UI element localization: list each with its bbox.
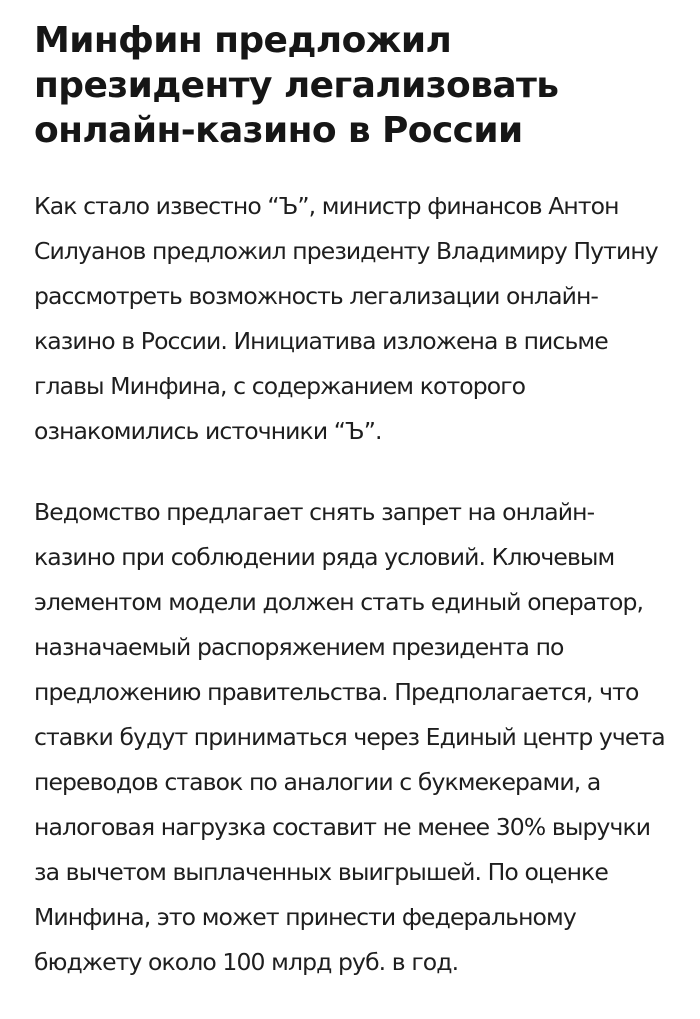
article-paragraph-1: Как стало известно “Ъ”, министр финансов Антон Силуанов предложил президенту Владимиру Путину рассмотреть возможность легализации онлайн-казино в России. Инициатива изложена в письме главы Минфина, с содержанием которого ознакомились источники “Ъ”. [34,192,658,445]
article-paragraph-2: Ведомство предлагает снять запрет на онлайн-казино при соблюдении ряда условий. Ключевым элементом модели должен стать единый оператор, назначаемый распоряжением президента по предложению правительства. Предполагается, что ставки будут приниматься через Единый центр учета переводов ставок по аналогии с букмекерами, а налоговая нагрузка составит не менее 30% выручки за вычетом выплаченных выигрышей. По оценке Минфина, это может принести федеральному бюджету около 100 млрд руб. в год. [34,498,665,976]
article-headline: Минфин предложил президенту легализовать онлайн-казино в России [34,20,559,151]
news-article [34,18,674,985]
